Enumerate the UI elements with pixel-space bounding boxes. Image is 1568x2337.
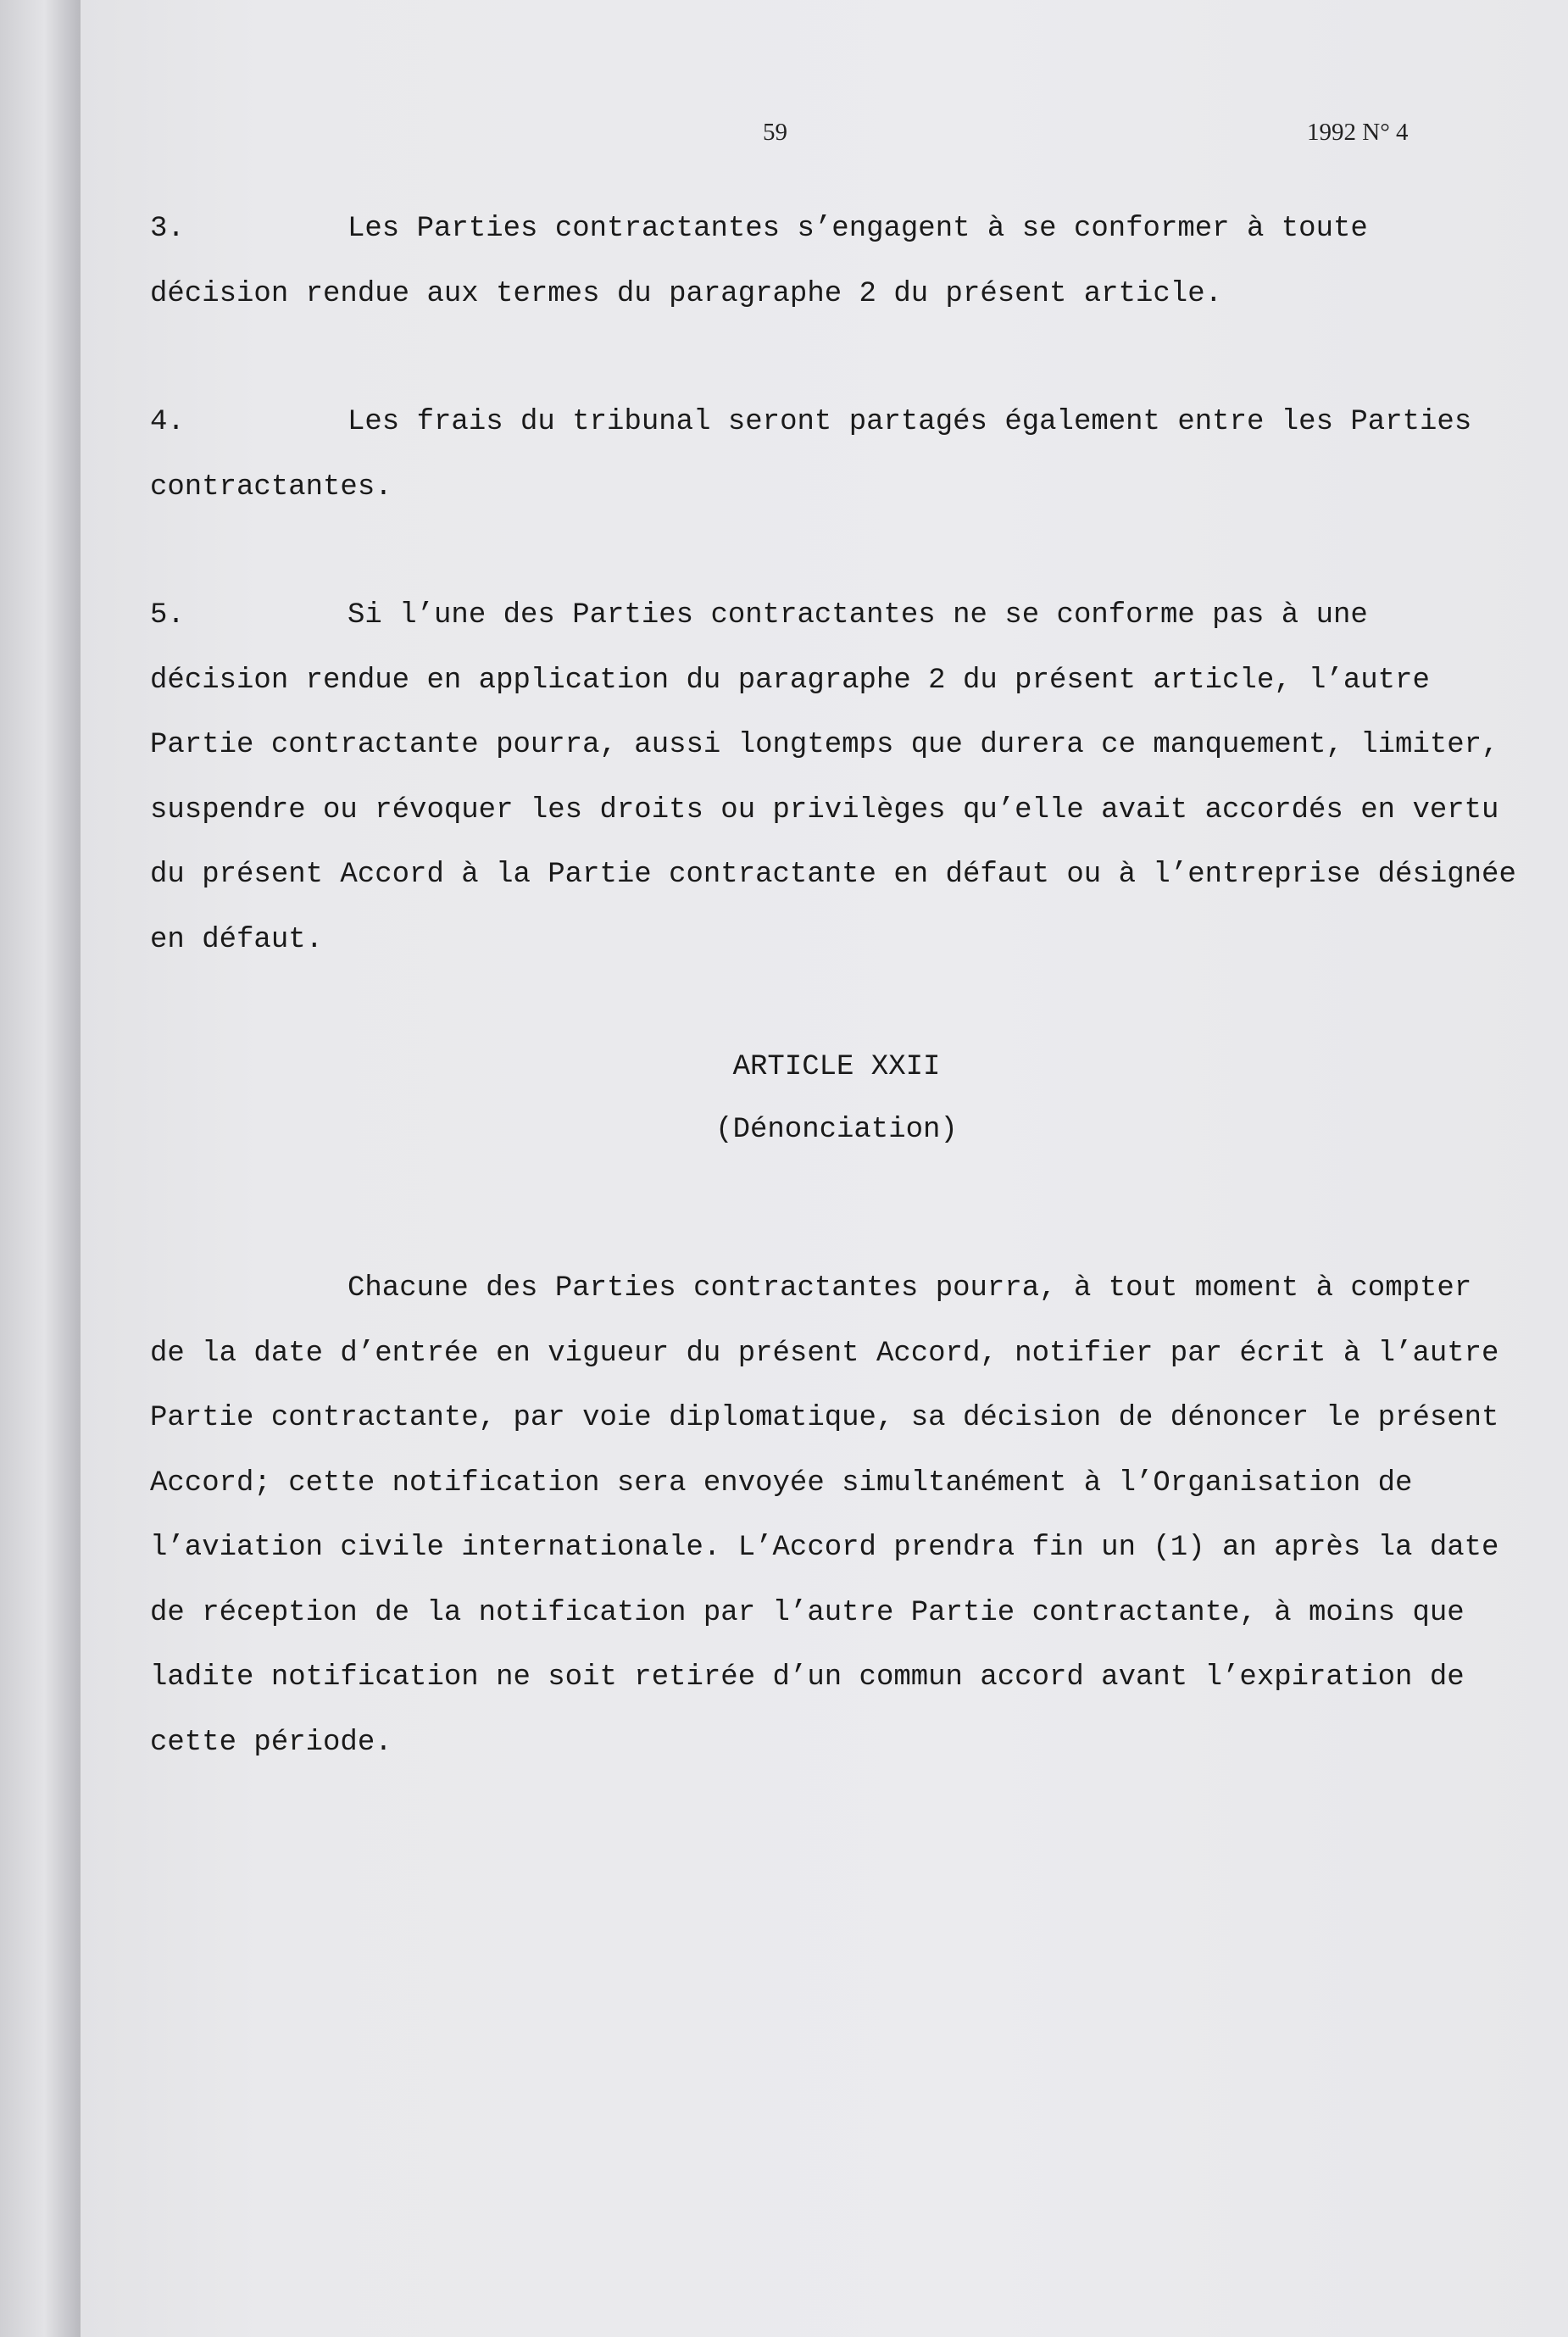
article-title: ARTICLE XXII (732, 1051, 941, 1083)
article-subtitle: (Dénonciation) (715, 1114, 958, 1146)
article-body-text: Chacune des Parties contractantes pourra, à tout moment à compter de la date d’entrée en vigueur du présent Accord, notifier par écrit à l’autre Partie contractante, par voie diplomatique, sa décision de dénoncer le présent Accord; cette notification sera envoyée simultanément à l’Organisation de l’aviation civile internationale. L’Accord prendra fin un (1) an après la date de réception de la notification par l’autre Partie contractante, à moins que ladite notification ne soit retirée d’un commun accord avant l’expiration de cette période. (150, 1272, 1499, 1759)
page-number: 59 (763, 119, 787, 146)
paragraph-3-number: 3. (150, 213, 185, 245)
issue-label: 1992 N° 4 (1307, 119, 1409, 146)
paragraph-5-number: 5. (150, 599, 185, 632)
paragraph-3 (150, 197, 1523, 326)
paragraph-5 (150, 583, 1523, 972)
document-page (81, 0, 1568, 2337)
paragraph-3-text: Les Parties contractantes s’engagent à se conformer à toute décision rendue aux termes du paragraphe 2 du présent article. (150, 213, 1368, 310)
paragraph-4-number: 4. (150, 406, 185, 438)
page-body (150, 197, 1523, 1839)
paragraph-5-text: Si l’une des Parties contractantes ne se conforme pas à une décision rendue en application du paragraphe 2 du présent article, l’autre Partie contractante pourra, aussi longtemps que durera ce manquement, limiter, suspendre ou révoquer les droits ou privilèges qu’elle avait accordés en vertu du présent Accord à la Partie contractante en défaut ou à l’entreprise désignée en défaut. (150, 599, 1516, 956)
book-spine (0, 0, 81, 2337)
paragraph-4 (150, 390, 1523, 520)
article-body (150, 1256, 1523, 1775)
paragraph-4-text: Les frais du tribunal seront partagés également entre les Parties contractantes. (150, 406, 1472, 504)
